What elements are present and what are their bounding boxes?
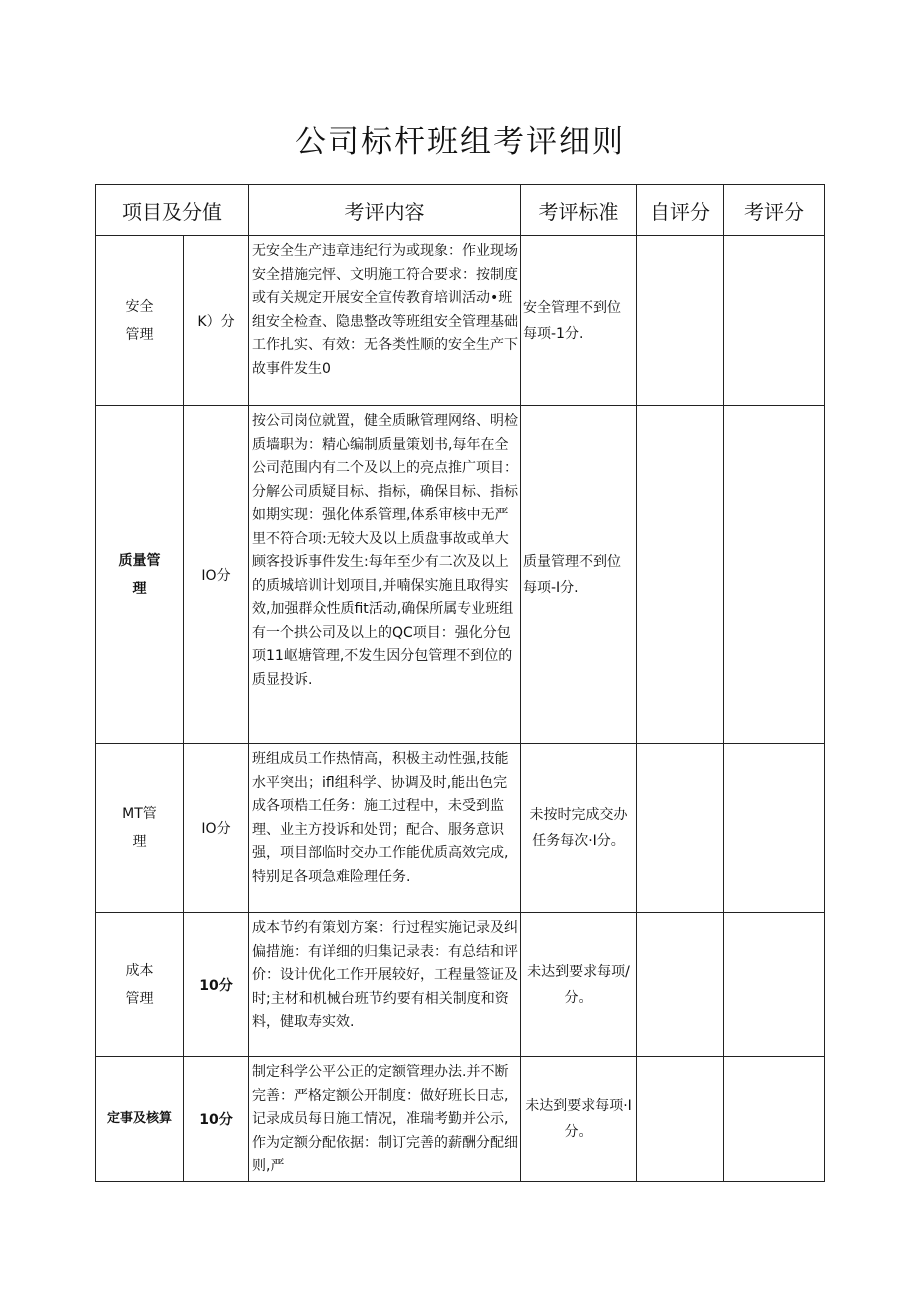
item-standard: 未达到要求每项·I分。	[521, 1057, 637, 1182]
item-standard: 未按时完成交办任务每次·I分。	[521, 744, 637, 913]
content-text: 按公司岗位就置，健全质瞅管理网络、明检质墙职为：精心编制质量策划书,每年在全公司范围内有二个及以上的亮点推广项目：分解公司质疑目标、指标，确保目标、指标如期实现：强化体系管理,体系审核中无严里不符合项:无较大及以上质盘事故或单大顾客投诉事件发生:每年至少有二次及以上的质城培训计划项目,并喃保实施且取得实效,加强群众性质fit活动,确保所属专业班组有一个拱公司及以上的QC项目：强化分包项11岖塘管理,不发生因分包管理不到位的质显投诉.	[252, 413, 518, 688]
item-name-line: MT管	[122, 806, 157, 822]
item-name-line: 安全	[125, 298, 154, 315]
header-item: 项目及分值	[96, 185, 249, 236]
self-score-cell[interactable]	[637, 406, 724, 744]
eval-score-cell[interactable]	[724, 913, 825, 1057]
item-content	[249, 744, 521, 913]
eval-score-cell[interactable]	[724, 236, 825, 406]
item-content	[249, 406, 521, 744]
item-score: IO分	[184, 406, 249, 744]
table-row	[96, 236, 825, 406]
item-name-line: 质量管	[118, 552, 161, 569]
item-standard: 未达到要求每项/分。	[521, 913, 637, 1057]
item-name	[96, 744, 184, 913]
item-score: 10分	[184, 913, 249, 1057]
page-title: 公司标杆班组考评细则	[295, 124, 625, 160]
evaluation-table	[95, 184, 825, 1182]
self-score-cell[interactable]	[637, 236, 724, 406]
item-name-line: 管理	[125, 326, 154, 343]
header-self-score: 自评分	[637, 185, 724, 236]
content-text: 成本节约有策划方案：行过程实施记录及纠偏措施：有详细的归集记录表：有总结和评价：设计优化工作开展较好，工程量签证及时;主材和机械台班节约要有相关制度和资料，健取寿实效.	[252, 920, 518, 1030]
item-name	[96, 913, 184, 1057]
item-content	[249, 236, 521, 406]
header-content: 考评内容	[249, 185, 521, 236]
content-text: 班组成员工作热情高，积极主动性强,技能水平突出；ifl组科学、协调及时,能出色完成各项梏工任务：施工过程中，未受到监理、业主方投诉和处罚；配合、服务意识强，项目部临时交办工作能优质高效完成,特别足各项急难险理任务.	[252, 751, 509, 885]
header-eval-score: 考评分	[724, 185, 825, 236]
item-name-line: 定事及核算	[106, 1111, 172, 1126]
item-name	[96, 236, 184, 406]
self-score-cell[interactable]	[637, 913, 724, 1057]
item-name-line: 管理	[125, 990, 154, 1007]
item-name-line: 理	[132, 580, 147, 597]
item-standard: 质量管理不到位每项-I分.	[521, 406, 637, 744]
item-content	[249, 913, 521, 1057]
self-score-cell[interactable]	[637, 744, 724, 913]
item-name	[96, 1057, 184, 1182]
eval-score-cell[interactable]	[724, 744, 825, 913]
item-score: IO分	[184, 744, 249, 913]
item-standard: 安全管理不到位每项-1分.	[521, 236, 637, 406]
item-name-line: 成本	[125, 962, 154, 979]
table-row	[96, 1057, 825, 1182]
table-row	[96, 913, 825, 1057]
item-score: K）分	[184, 236, 249, 406]
table-row	[96, 406, 825, 744]
item-name-line: 理	[132, 834, 147, 850]
content-text: 制定科学公平公正的定额管理办法.并不断完善：严格定额公开制度：做好班长日志,记录成员每日施工情况，准瑞考勤并公示,作为定额分配依据：制订完善的薪酬分配细则,严	[252, 1064, 518, 1174]
header-row	[96, 185, 825, 236]
eval-score-cell[interactable]	[724, 1057, 825, 1182]
self-score-cell[interactable]	[637, 1057, 724, 1182]
eval-score-cell[interactable]	[724, 406, 825, 744]
header-standard: 考评标准	[521, 185, 637, 236]
item-content	[249, 1057, 521, 1182]
table-row	[96, 744, 825, 913]
item-name	[96, 406, 184, 744]
content-text: 无安全生产违章违纪行为或现象：作业现场安全措施完怦、文明施工符合要求：按制度或有关规定开展安全宣传教育培训活动•班组安全检查、隐患整改等班组安全管理基础工作扎实、有效：无各类性顺的安全生产下故事件发生0	[252, 243, 518, 377]
item-score: 10分	[184, 1057, 249, 1182]
